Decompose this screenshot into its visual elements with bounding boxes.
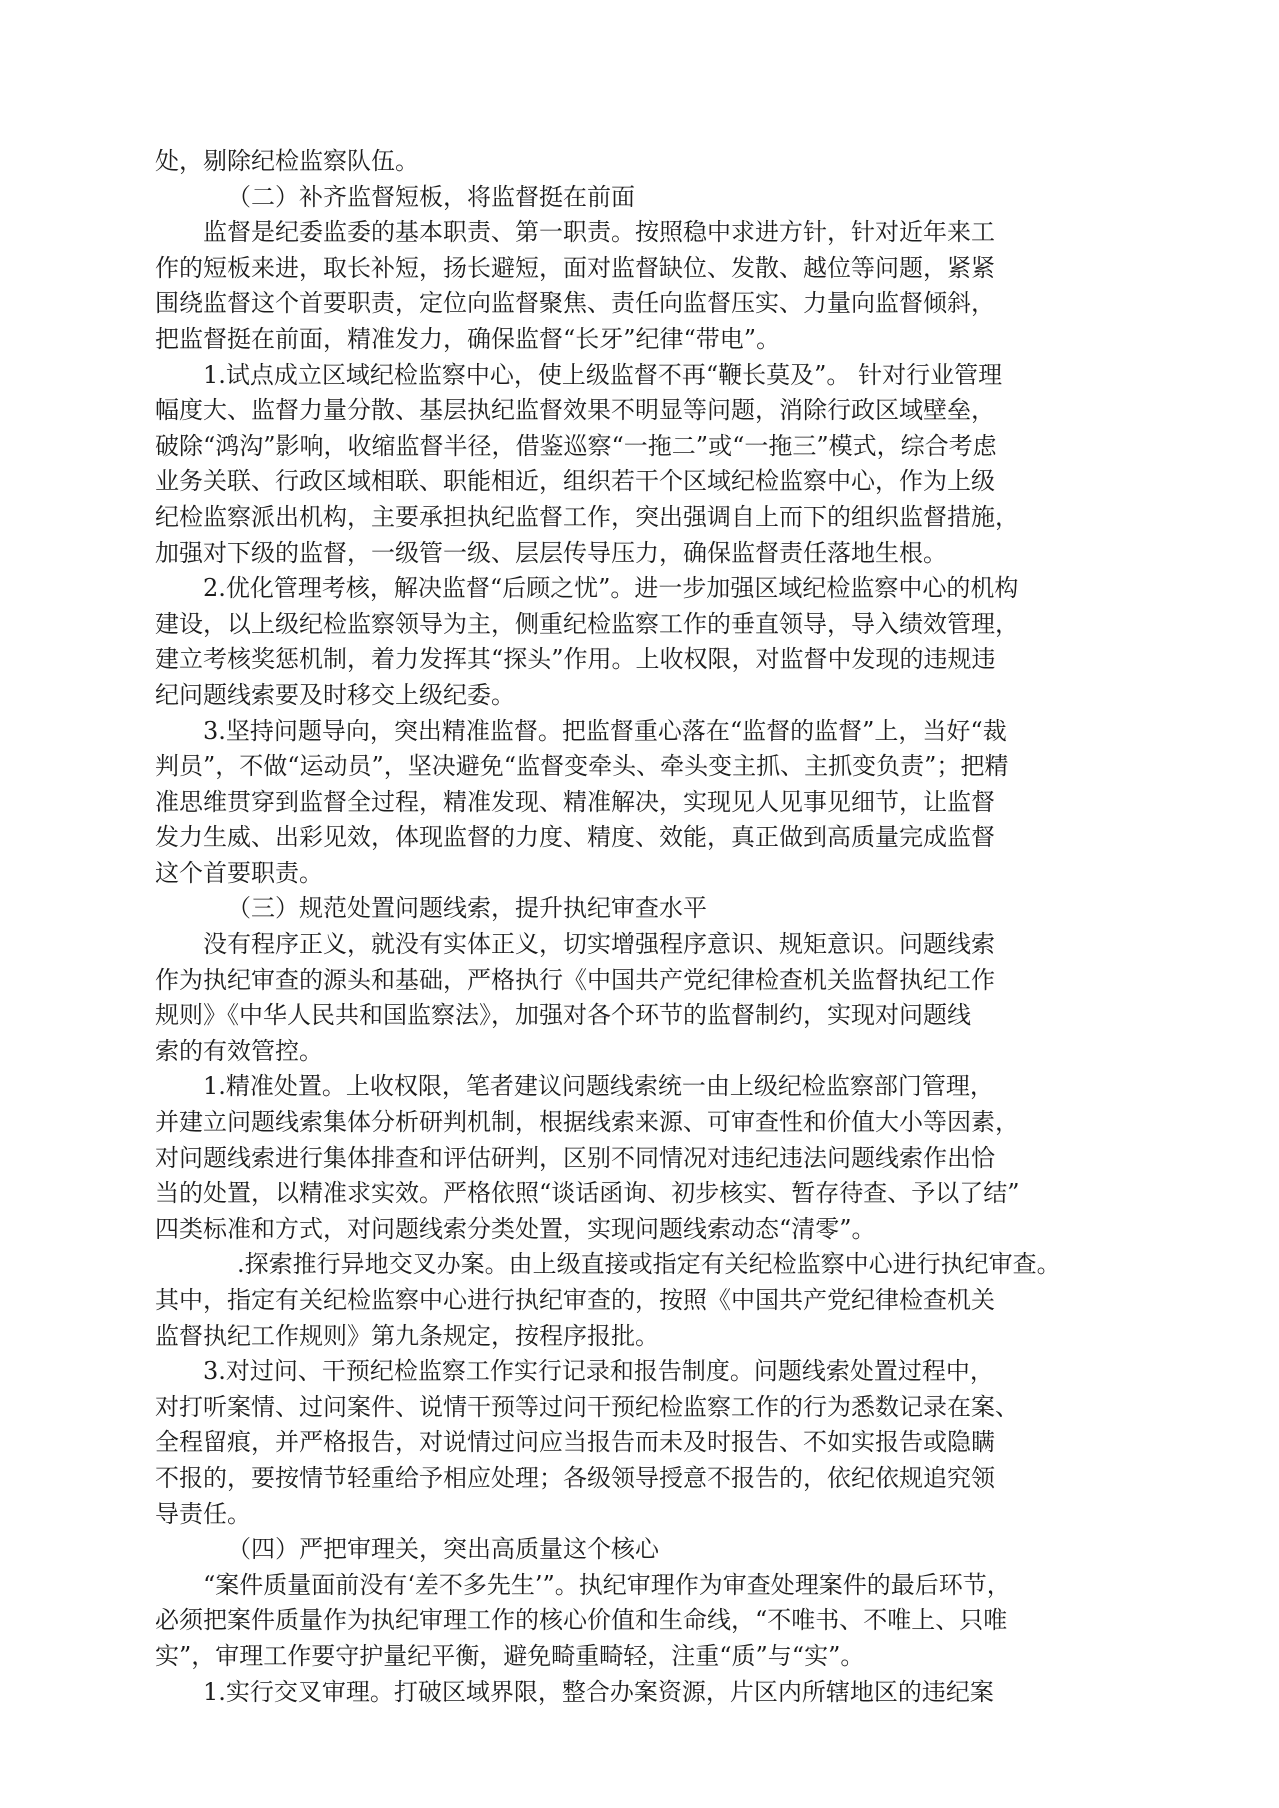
text-line: .探索推行异地交叉办案。由上级直接或指定有关纪检监察中心进行执纪审查。 bbox=[237, 1250, 1061, 1279]
text-line: （二）补齐监督短板，将监督挺在前面 bbox=[227, 182, 635, 211]
text-line: 3.对过问、干预纪检监察工作实行记录和报告制度。问题线索处置过程中， bbox=[203, 1357, 994, 1386]
text-line: 准思维贯穿到监督全过程，精准发现、精准解决，实现见人见事见细节，让监督 bbox=[155, 787, 995, 816]
text-line: 判员”，不做“运动员”，坚决避免“监督变牵头、牵头变主抓、主抓变负责”；把精 bbox=[155, 752, 1009, 781]
text-line: 纪问题线索要及时移交上级纪委。 bbox=[155, 680, 515, 709]
text-line: 全程留痕，并严格报告，对说情过问应当报告而未及时报告、不如实报告或隐瞒 bbox=[155, 1428, 995, 1457]
text-line: “案件质量面前没有‘差不多先生’”。执纪审理作为审查处理案件的最后环节， bbox=[203, 1570, 1011, 1599]
text-line: 发力生威、出彩见效，体现监督的力度、精度、效能，真正做到高质量完成监督 bbox=[155, 823, 995, 852]
text-line: 对问题线索进行集体排查和评估研判，区别不同情况对违纪违法问题线索作出恰 bbox=[155, 1143, 995, 1172]
text-line: 纪检监察派出机构，主要承担执纪监督工作，突出强调自上而下的组织监督措施， bbox=[155, 502, 1019, 531]
text-line: 建设，以上级纪检监察领导为主，侧重纪检监察工作的垂直领导，导入绩效管理， bbox=[155, 609, 1019, 638]
text-line: 作的短板来进，取长补短，扬长避短，面对监督缺位、发散、越位等问题，紧紧 bbox=[155, 253, 995, 282]
document-body bbox=[155, 144, 1095, 1710]
text-line: 这个首要职责。 bbox=[155, 858, 323, 887]
text-line: 没有程序正义，就没有实体正义，切实增强程序意识、规矩意识。问题线索 bbox=[203, 930, 995, 959]
text-line: 索的有效管控。 bbox=[155, 1036, 323, 1065]
text-line: 业务关联、行政区域相联、职能相近，组织若干个区域纪检监察中心，作为上级 bbox=[155, 467, 995, 496]
text-line: 并建立问题线索集体分析研判机制，根据线索来源、可审查性和价值大小等因素， bbox=[155, 1108, 1019, 1137]
text-line: 破除“鸿沟”影响，收缩监督半径，借鉴巡察“一拖二”或“一拖三”模式，综合考虑 bbox=[155, 431, 997, 460]
text-line: 监督执纪工作规则》第九条规定，按程序报批。 bbox=[155, 1321, 659, 1350]
text-line: 不报的，要按情节轻重给予相应处理；各级领导授意不报告的，依纪依规追究领 bbox=[155, 1463, 995, 1492]
text-line: 围绕监督这个首要职责，定位向监督聚焦、责任向监督压实、力量向监督倾斜， bbox=[155, 289, 995, 318]
text-line: 作为执纪审查的源头和基础，严格执行《中国共产党纪律检查机关监督执纪工作 bbox=[155, 965, 995, 994]
text-line: 建立考核奖惩机制，着力发挥其“探头”作用。上收权限，对监督中发现的违规违 bbox=[155, 645, 996, 674]
text-line: 实”，审理工作要守护量纪平衡，避免畸重畸轻，注重“质”与“实”。 bbox=[155, 1641, 865, 1670]
text-line: 1.精准处置。上收权限，笔者建议问题线索统一由上级纪检监察部门管理， bbox=[203, 1072, 994, 1101]
text-line: 1.试点成立区域纪检监察中心，使上级监督不再“鞭长莫及”。 针对行业管理 bbox=[203, 360, 1003, 389]
text-line: 当的处置，以精准求实效。严格依照“谈话函询、初步核实、暂存待查、予以了结” bbox=[155, 1179, 1020, 1208]
text-line: （三）规范处置问题线索，提升执纪审查水平 bbox=[227, 894, 707, 923]
text-line: 把监督挺在前面，精准发力，确保监督“长牙”纪律“带电”。 bbox=[155, 324, 781, 353]
text-line: 四类标准和方式，对问题线索分类处置，实现问题线索动态“清零”。 bbox=[155, 1214, 876, 1243]
text-line: 幅度大、监督力量分散、基层执纪监督效果不明显等问题，消除行政区域壁垒， bbox=[155, 396, 995, 425]
text-line: 必须把案件质量作为执纪审理工作的核心价值和生命线，“不唯书、不唯上、只唯 bbox=[155, 1606, 1008, 1635]
text-line: 监督是纪委监委的基本职责、第一职责。按照稳中求进方针，针对近年来工 bbox=[203, 218, 995, 247]
text-line: 加强对下级的监督，一级管一级、层层传导压力，确保监督责任落地生根。 bbox=[155, 538, 947, 567]
text-line: 对打听案情、过问案件、说情干预等过问干预纪检监察工作的行为悉数记录在案、 bbox=[155, 1392, 1019, 1421]
text-line: 1.实行交叉审理。打破区域界限，整合办案资源，片区内所辖地区的违纪案 bbox=[203, 1677, 994, 1706]
text-line: 导责任。 bbox=[155, 1499, 251, 1528]
text-line: 3.坚持问题导向，突出精准监督。把监督重心落在“监督的监督”上，当好“裁 bbox=[203, 716, 1007, 745]
text-line: 规则》《中华人民共和国监察法》，加强对各个环节的监督制约，实现对问题线 bbox=[155, 1001, 971, 1030]
text-line: 其中，指定有关纪检监察中心进行执纪审查的，按照《中国共产党纪律检查机关 bbox=[155, 1286, 995, 1314]
text-line: 2.优化管理考核，解决监督“后顾之忧”。进一步加强区域纪检监察中心的机构 bbox=[203, 574, 1019, 603]
text-line: （四）严把审理关，突出高质量这个核心 bbox=[227, 1535, 659, 1564]
text-line: 处，剔除纪检监察队伍。 bbox=[155, 147, 419, 175]
